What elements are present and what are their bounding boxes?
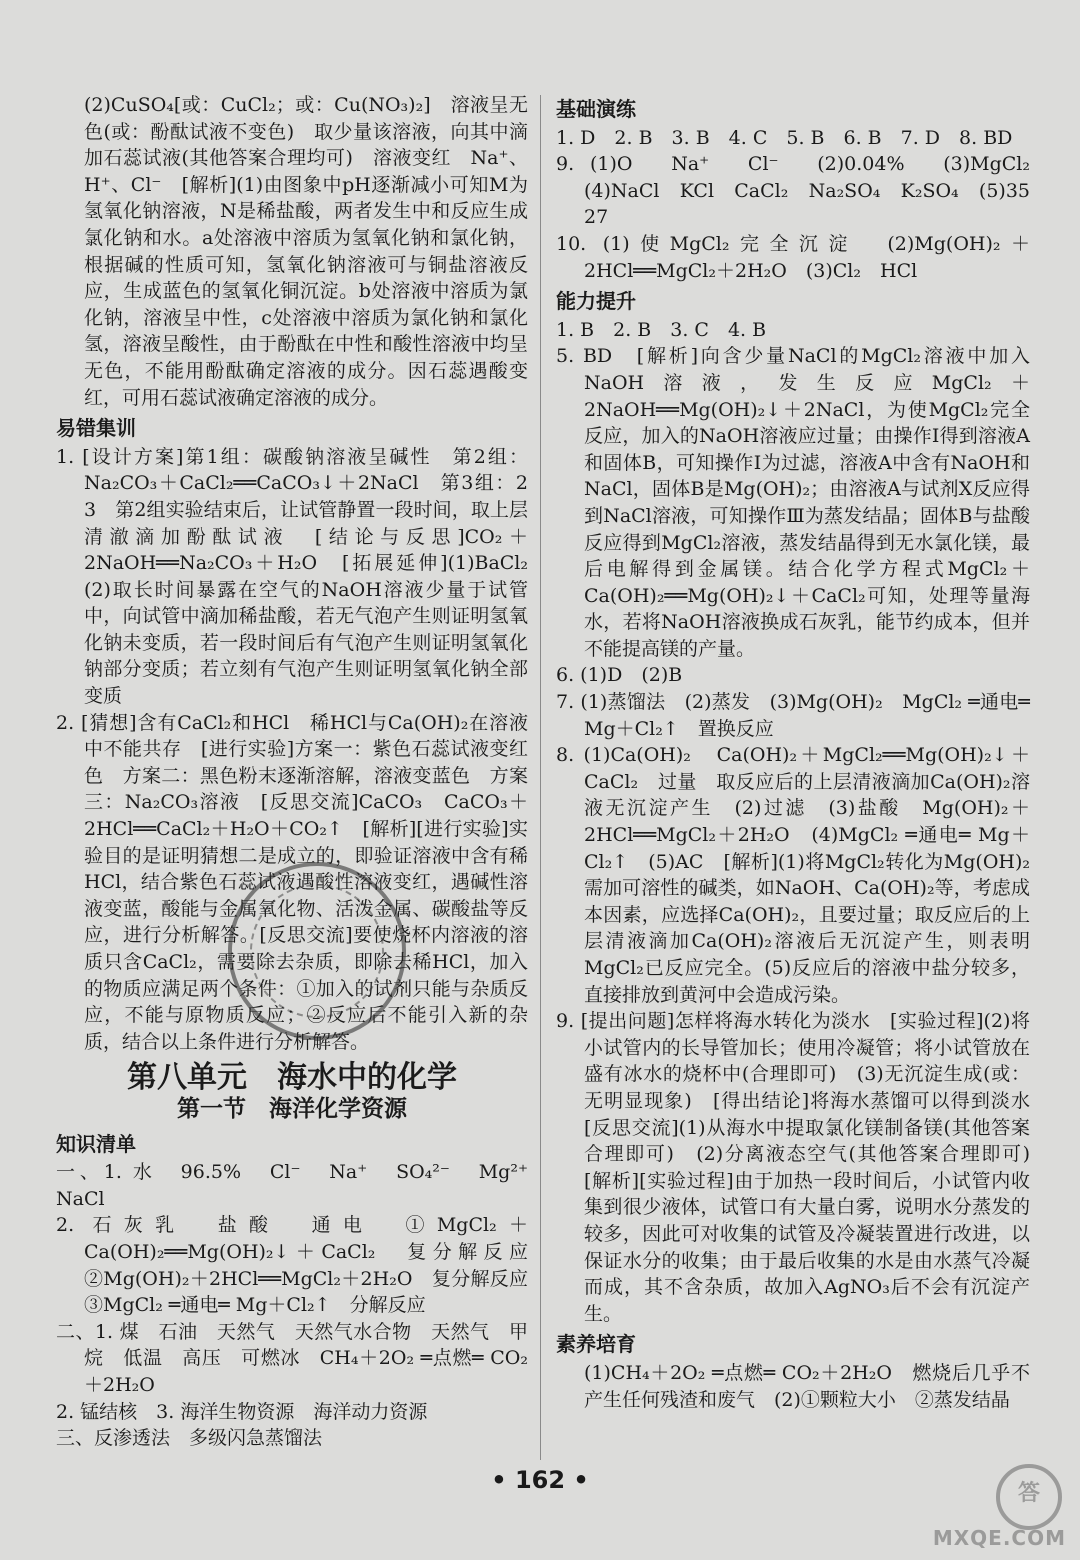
heading-jichu: 基础演练: [556, 97, 636, 121]
right-column: [556, 92, 1050, 1413]
answer-item: 9. (1)O Na⁺ Cl⁻ (2)0.04% (3)MgCl₂ (4)NaCl KCl CaCl₂ Na₂SO₄ K₂SO₄ (5)35 27: [556, 153, 1050, 229]
answer-item: 5. BD [解析]向含少量NaCl的MgCl₂溶液中加入NaOH溶液，发生反应MgCl₂＋2NaOH══Mg(OH)₂↓＋2NaCl，为使MgCl₂完全反应，加入的NaOH溶液应过量；由操作Ⅰ得到溶液A和固体B，可知操作Ⅰ为过滤，溶液A中含有NaOH和NaCl，固体B是Mg(OH)₂；由溶液A与试剂X反应得到NaCl溶液，可知操作Ⅲ为蒸发结晶；固体B与盐酸反应得到MgCl₂溶液，蒸发结晶得到无水氯化镁，最后电解得到金属镁。结合化学方程式MgCl₂＋Ca(OH)₂══Mg(OH)₂↓＋CaCl₂可知，处理等量海水，若将NaOH溶液换成石灰乳，能节约成本，但并不能提高镁的产量。: [556, 345, 1030, 660]
answer-item: (1)CH₄＋2O₂ ═点燃═ CO₂＋2H₂O 燃烧后几乎不产生任何残渣和废气 (2)①颗粒大小 ②蒸发结晶: [584, 1361, 1030, 1411]
answer-item: 6. (1)D (2)B: [556, 664, 683, 687]
answer-item: 2. [猜想]含有CaCl₂和HCl 稀HCl与Ca(OH)₂在溶液中不能共存 [进行实验]方案一：紫色石蕊试液变红色 方案二：黑色粉末逐渐溶解，溶液变蓝色 方案三：Na₂CO₃溶液 [反思交流]CaCO₃ CaCO₃＋2HCl══CaCl₂＋H₂O＋CO₂↑ [解析][进行实验]实验目的是证明猜想二是成立的，即验证溶液中含有稀HCl，结合紫色石蕊试液遇酸性溶液变红，遇碱性溶液变蓝，酸能与金属氧化物、活泼金属、碳酸盐等反应，进行分析解答。[反思交流]要使烧杯内溶液的溶质只含CaCl₂，需要除去杂质，即除去稀HCl，加入的物质应满足两个条件：①加入的试剂只能与杂质反应，不能与原物质反应；②反应后不能引入新的杂质，结合以上条件进行分析解答。: [56, 711, 528, 1053]
left-column: [56, 92, 548, 1452]
answer-item: 1. [设计方案]第1组：碳酸钠溶液呈碱性 第2组：Na₂CO₃＋CaCl₂══CaCO₃↓＋2NaCl 第3组：2 3 第2组实验结束后，让试管静置一段时间，取上层清澈滴加酚酞试液 [结论与反思]CO₂＋2NaOH══Na₂CO₃＋H₂O [拓展延伸](1)BaCl₂ (2)取长时间暴露在空气的NaOH溶液少量于试管中，向试管中滴加稀盐酸，若无气泡产生则证明氢氧化钠未变质，若一段时间后有气泡产生则证明氢氧化钠部分变质；若立刻有气泡产生则证明氢氧化钠全部变质: [56, 445, 548, 708]
answer-item: 10. (1)使MgCl₂完全沉淀 (2)Mg(OH)₂＋2HCl══MgCl₂＋2H₂O (3)Cl₂ HCl: [556, 232, 1030, 282]
answer-item: 9. [提出问题]怎样将海水转化为淡水 [实验过程](2)将小试管内的长导管加长；使用冷凝管；将小试管放在盛有冰水的烧杯中(合理即可) (3)无沉淀生成(或：无明显现象) [得出结论]将海水蒸馏可以得到淡水 [反思交流](1)从海水中提取氯化镁制备镁(其他答案合理即可) (2)分离液态空气(其他答案合理即可) [解析][实验过程]由于加热一段时间后，小试管内收集到很少液体，试管口有大量白雾，说明水分蒸发的较多，因此可对收集的试管及冷凝装置进行改进，以保证水分的收集；由于最后收集的水是由水蒸气冷凝而成，其不含杂质，故加入AgNO₃后不会有沉淀产生。: [556, 1010, 1050, 1325]
answer-item: 7. (1)蒸馏法 (2)蒸发 (3)Mg(OH)₂ MgCl₂ ═通电═ Mg＋Cl₂↑ 置换反应: [556, 691, 1030, 740]
answer-item: 1. B 2. B 3. C 4. B: [556, 318, 767, 341]
answer-item: 三、反渗透法 多级闪急蒸馏法: [56, 1427, 323, 1450]
heading-suyang: 素养培育: [556, 1332, 636, 1357]
answer-item: 2. 石灰乳 盐酸 通电 ①MgCl₂＋Ca(OH)₂══Mg(OH)₂↓＋CaCl₂ 复分解反应 ②Mg(OH)₂＋2HCl══MgCl₂＋2H₂O 复分解反应 ③MgCl₂ ═通电═ Mg＋Cl₂↑ 分解反应: [56, 1214, 548, 1317]
section-title: 第一节 海洋化学资源: [177, 1095, 407, 1122]
page-number: • 162 •: [491, 1466, 589, 1494]
answer-item: 一、1. 水 96.5% Cl⁻ Na⁺ SO₄²⁻ Mg²⁺ NaCl: [56, 1161, 548, 1210]
unit-title: 第八单元 海水中的化学: [127, 1060, 457, 1096]
answer-item: 二、1. 煤 石油 天然气 天然气水合物 天然气 甲烷 低温 高压 可燃冰 CH₄＋2O₂ ═点燃═ CO₂＋2H₂O: [56, 1320, 528, 1396]
heading-nengli: 能力提升: [556, 289, 636, 314]
watermark-logo-icon: 答: [996, 1464, 1062, 1530]
answer-item: 2. 锰结核 3. 海洋生物资源 海洋动力资源: [56, 1400, 428, 1423]
answer-item: 1. D 2. B 3. B 4. C 5. B 6. B 7. D 8. BD: [556, 126, 1013, 149]
heading-zhishi: 知识清单: [56, 1131, 136, 1156]
heading-yicuo: 易错集训: [56, 416, 136, 441]
answer-item: 8. (1)Ca(OH)₂ Ca(OH)₂＋MgCl₂══Mg(OH)₂↓＋CaCl₂ 过量 取反应后的上层清液滴加Ca(OH)₂溶液无沉淀产生 (2)过滤 (3)盐酸 Mg(OH)₂＋2HCl══MgCl₂＋2H₂O (4)MgCl₂ ═通电═ Mg＋Cl₂↑ (5)AC [解析](1)将MgCl₂转化为Mg(OH)₂需加可溶性的碱类，如NaOH、Ca(OH)₂等，考虑成本因素，应选择Ca(OH)₂，且要过量；取反应后的上层清液滴加Ca(OH)₂溶液后无沉淀产生，则表明MgCl₂已反应完全。(5)反应后的溶液中盐分较多，直接排放到黄河中会造成污染。: [556, 744, 1030, 1006]
answer-continuation: (2)CuSO₄[或：CuCl₂；或：Cu(NO₃)₂] 溶液呈无色(或：酚酞试液不变色) 取少量该溶液，向其中滴加石蕊试液(其他答案合理均可) 溶液变红 Na⁺、H⁺、Cl⁻ [解析](1)由图象中pH逐渐减小可知M为氢氧化钠溶液，N是稀盐酸，两者发生中和反应生成氯化钠和水。a处溶液中溶质为氢氧化钠和氯化钠，根据碱的性质可知，氢氧化钠溶液可与铜盐溶液反应，生成蓝色的氢氧化铜沉淀。b处溶液中溶质为氯化钠，溶液呈中性，c处溶液中溶质为氯化钠和氯化氢，溶液呈酸性，由于酚酞在中性和酸性溶液中均呈无色，不能用酚酞确定溶液的成分。因石蕊遇酸变红，可用石蕊试液确定溶液的成分。: [84, 94, 528, 409]
watermark-text: MXQE.COM: [932, 1526, 1066, 1550]
